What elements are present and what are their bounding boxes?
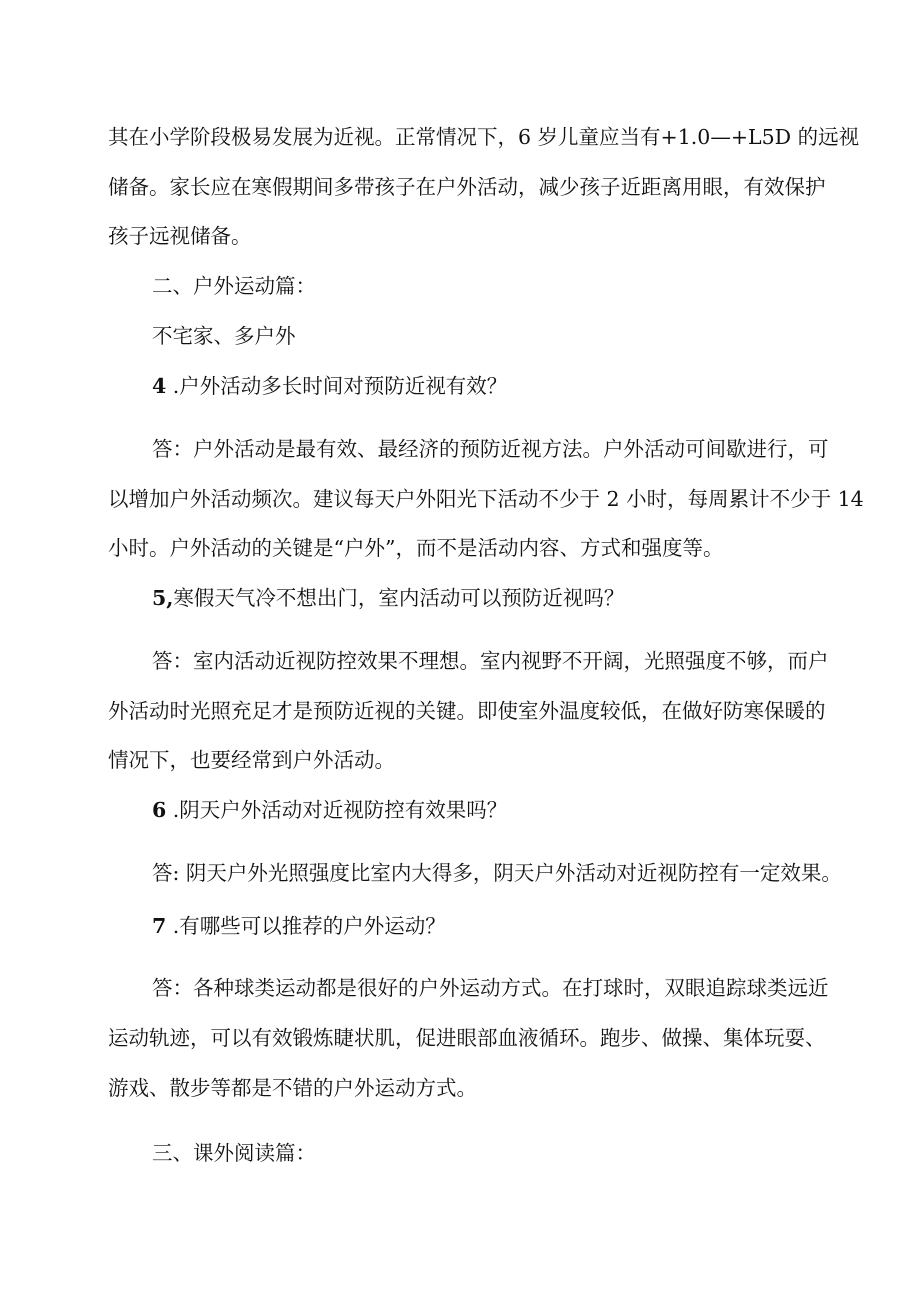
- answer-5-line-2: 外活动时光照充足才是预防近视的关键。即使室外温度较低，在做好防寒保暖的: [108, 699, 826, 723]
- question-5: [152, 584, 624, 612]
- answer-6-line-1: 答: 阴天户外光照强度比室内大得多，阴天户外活动对近视防控有一定效果。: [152, 861, 842, 885]
- question-7-number: 7: [152, 914, 167, 938]
- intro-line-2: 储备。家长应在寒假期间多带孩子在户外活动，减少孩子近距离用眼，有效保护: [108, 175, 826, 199]
- intro-line-1: 其在小学阶段极易发展为近视。正常情况下，6 岁儿童应当有+1.0—+L5D 的远视: [108, 125, 860, 149]
- question-7: [152, 912, 446, 940]
- question-4: [152, 372, 507, 400]
- question-6-number: 6: [152, 798, 167, 822]
- question-4-text: .户外活动多长时间对预防近视有效？: [166, 374, 508, 398]
- question-4-number: 4: [152, 374, 167, 398]
- answer-7-line-1: 答：各种球类运动都是很好的户外运动方式。在打球时，双眼追踪球类远近: [152, 976, 829, 1000]
- intro-line-3: 孩子远视储备。: [108, 224, 252, 248]
- answer-4-line-3: 小时。户外活动的关键是“户外”，而不是活动内容、方式和强度等。: [108, 536, 724, 560]
- section-two-subheading: 不宅家、多户外: [152, 324, 296, 348]
- answer-4-line-2: 以增加户外活动频次。建议每天户外阳光下活动不少于 2 小时，每周累计不少于 14: [108, 487, 864, 511]
- question-5-text: 寒假天气冷不想出门，室内活动可以预防近视吗？: [173, 586, 625, 610]
- section-three-heading: 三、课外阅读篇：: [152, 1141, 316, 1165]
- answer-7-line-3: 游戏、散步等都是不错的户外运动方式。: [108, 1076, 477, 1100]
- question-5-number: 5,: [152, 586, 174, 610]
- answer-4-line-1: 答：户外活动是最有效、最经济的预防近视方法。户外活动可间歇进行，可: [152, 437, 829, 461]
- answer-5-line-1: 答：室内活动近视防控效果不理想。室内视野不开阔，光照强度不够，而户: [152, 649, 829, 673]
- answer-7-line-2: 运动轨迹，可以有效锻炼睫状肌，促进眼部血液循环。跑步、做操、集体玩耍、: [108, 1026, 826, 1050]
- question-7-text: .有哪些可以推荐的户外运动？: [166, 914, 446, 938]
- question-6: [152, 796, 507, 824]
- section-two-heading: 二、户外运动篇：: [152, 274, 316, 298]
- question-6-text: .阴天户外活动对近视防控有效果吗？: [166, 798, 508, 822]
- answer-5-line-3: 情况下，也要经常到户外活动。: [108, 748, 395, 772]
